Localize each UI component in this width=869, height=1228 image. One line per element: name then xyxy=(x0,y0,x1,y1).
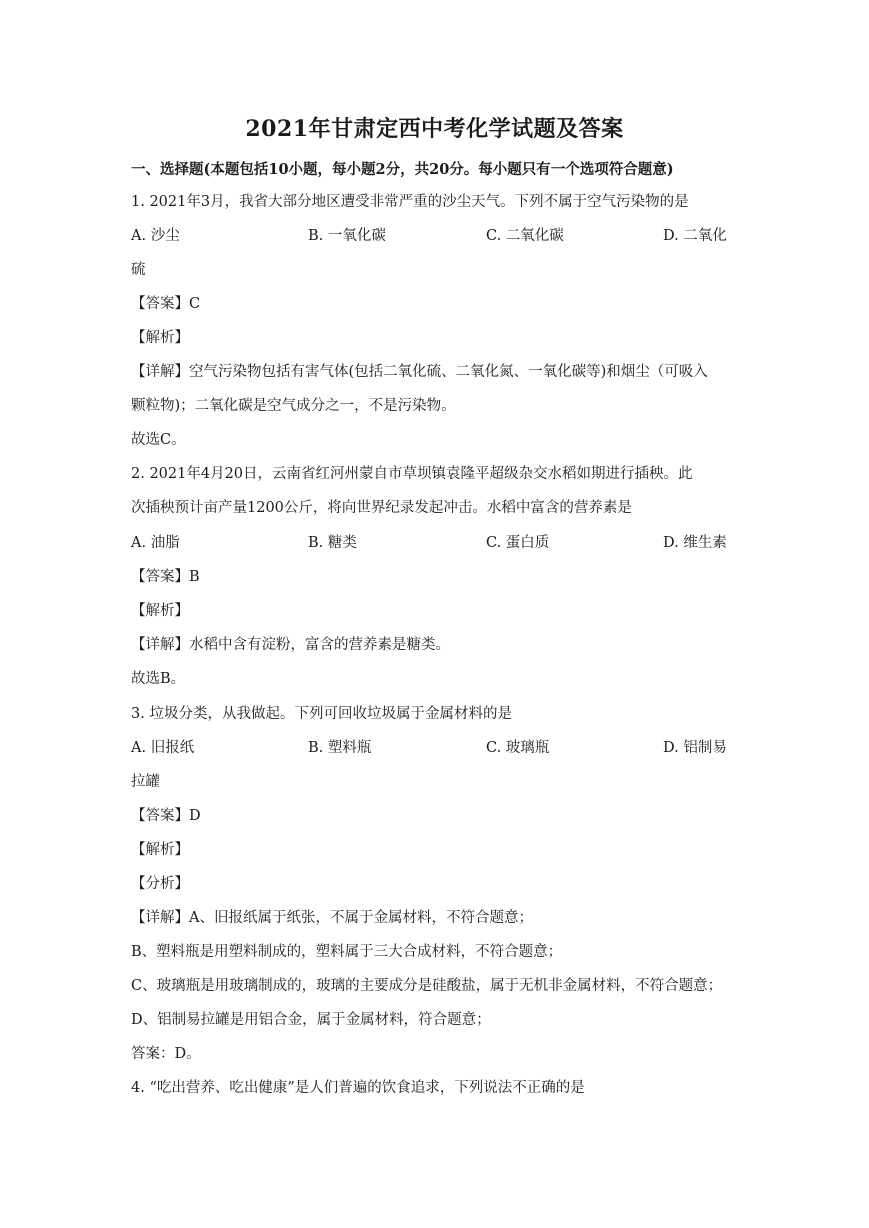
q3-option-b: B. 塑料瓶 xyxy=(308,740,372,756)
q3-detail-d: D、铝制易拉罐是用铝合金，属于金属材料，符合题意； xyxy=(131,1012,491,1028)
q3-option-wrap: 拉罐 xyxy=(131,774,160,790)
q2-detail: 【详解】水稻中含有淀粉，富含的营养素是糖类。 xyxy=(131,637,450,653)
section-heading: 一、选择题(本题包括10小题，每小题2分，共20分。每小题只有一个选项符合题意) xyxy=(131,161,674,178)
q1-stem: 1. 2021年3月，我省大部分地区遭受非常严重的沙尘天气。下列不属于空气污染物的是 xyxy=(131,194,689,210)
q1-detail-line1: 【详解】空气污染物包括有害气体(包括二氧化硫、二氧化氮、一氧化碳等)和烟尘（可吸入 xyxy=(131,364,708,380)
q2-answer: 【答案】B xyxy=(131,569,200,585)
q2-conclusion: 故选B。 xyxy=(131,671,186,687)
q2-stem-line2: 次插秧预计亩产量1200公斤，将向世界纪录发起冲击。水稻中富含的营养素是 xyxy=(131,500,632,516)
q3-analysis: 【解析】 xyxy=(131,842,189,858)
page-title: 2021年甘肃定西中考化学试题及答案 xyxy=(245,116,624,142)
q2-analysis: 【解析】 xyxy=(131,603,189,619)
q3-answer: 【答案】D xyxy=(131,808,201,824)
q3-conclusion: 答案：D。 xyxy=(131,1046,201,1062)
q4-stem: 4. “吃出营养、吃出健康”是人们普遍的饮食追求，下列说法不正确的是 xyxy=(131,1080,585,1096)
q3-option-a: A. 旧报纸 xyxy=(131,740,195,756)
q1-option-d: D. 二氧化 xyxy=(663,228,727,244)
q3-detail-c: C、玻璃瓶是用玻璃制成的，玻璃的主要成分是硅酸盐，属于无机非金属材料，不符合题意； xyxy=(131,978,723,994)
q2-option-b: B. 糖类 xyxy=(308,535,357,551)
q1-option-b: B. 一氧化碳 xyxy=(308,228,386,244)
q3-detail-b: B、塑料瓶是用塑料制成的，塑料属于三大合成材料，不符合题意； xyxy=(131,944,563,960)
q2-option-a: A. 油脂 xyxy=(131,535,180,551)
q3-options xyxy=(131,738,737,758)
q3-option-c: C. 玻璃瓶 xyxy=(486,740,550,756)
q2-option-c: C. 蛋白质 xyxy=(486,535,550,551)
q3-option-d: D. 铝制易 xyxy=(663,740,727,756)
q1-option-a: A. 沙尘 xyxy=(131,228,180,244)
q1-detail-line2: 颗粒物)；二氧化碳是空气成分之一，不是污染物。 xyxy=(131,398,456,414)
q2-stem-line1: 2. 2021年4月20日，云南省红河州蒙自市草坝镇袁隆平超级杂交水稻如期进行插秧。此 xyxy=(131,466,693,482)
q2-options xyxy=(131,533,737,553)
q1-option-wrap: 硫 xyxy=(131,262,146,278)
q1-options xyxy=(131,226,737,246)
q3-stem: 3. 垃圾分类，从我做起。下列可回收垃圾属于金属材料的是 xyxy=(131,706,512,722)
q1-conclusion: 故选C。 xyxy=(131,432,186,448)
q3-detail-a: 【详解】A、旧报纸属于纸张，不属于金属材料，不符合题意； xyxy=(131,910,533,926)
q1-answer: 【答案】C xyxy=(131,296,201,312)
q1-option-c: C. 二氧化碳 xyxy=(486,228,564,244)
q2-option-d: D. 维生素 xyxy=(663,535,727,551)
q3-fenxi: 【分析】 xyxy=(131,876,189,892)
q1-analysis: 【解析】 xyxy=(131,330,189,346)
